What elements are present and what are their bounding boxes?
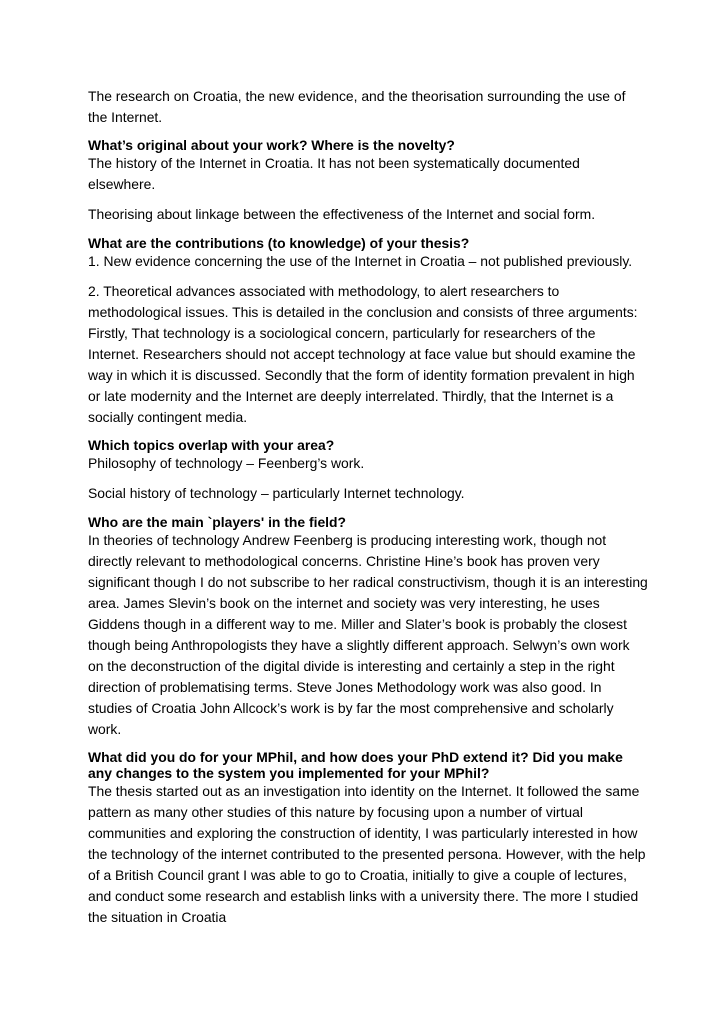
answer-text: The history of the Internet in Croatia. It has not been systematically documented elsewhere. — [88, 155, 580, 192]
answer-text: In theories of technology Andrew Feenberg is producing interesting work, though not directly relevant to methodological concerns. Christine Hine’s book has proven very significant though I do not subscribe to her radical constructivism, though it is an interesting area. James Slevin’s book on the internet and society was very interesting, he uses Giddens though in a different way to me. Miller and Slater’s book is probably the closest though being Anthropologists they have a slightly different approach. Selwyn’s own work on the deconstruction of the digital divide is interesting and certainly a step in the right direction of problematising terms. Steve Jones Methodology work was also good. In studies of Croatia John Allcock’s work is by far the most comprehensive and scholarly work. — [88, 532, 648, 737]
answer-text: Philosophy of technology – Feenberg’s work. — [88, 455, 365, 471]
question-heading: What did you do for your MPhil, and how does your PhD extend it? Did you make any changes to the system you implemented for your MPhil? — [88, 749, 623, 781]
section-mphil — [88, 749, 648, 928]
paragraph-social-history: Social history of technology – particularly Internet technology. — [88, 485, 465, 501]
question-heading: What are the contributions (to knowledge) of your thesis? — [88, 235, 470, 251]
document-page — [88, 86, 648, 937]
paragraph-theorising: Theorising about linkage between the effectiveness of the Internet and social form. — [88, 206, 596, 222]
question-heading: What’s original about your work? Where is the novelty? — [88, 137, 455, 153]
section-overlap-topics — [88, 437, 648, 474]
section-contributions — [88, 235, 648, 272]
section-main-players — [88, 514, 648, 740]
question-heading: Which topics overlap with your area? — [88, 437, 335, 453]
question-heading: Who are the main `players' in the field? — [88, 514, 347, 530]
paragraph-theoretical-advances: 2. Theoretical advances associated with methodology, to alert researchers to methodological issues. This is detailed in the conclusion and consists of three arguments: Firstly, That technology is a sociological concern, particularly for researchers of the Internet. Researchers should not accept technology at face value but should examine the way in which it is discussed. Secondly that the form of identity formation prevalent in high or late modernity and the Internet are deeply interrelated. Thirdly, that the Internet is a socially contingent media. — [88, 283, 638, 425]
section-originality — [88, 137, 648, 195]
answer-text: The thesis started out as an investigation into identity on the Internet. It followed the same pattern as many other studies of this nature by focusing upon a number of virtual communities and exploring the construction of identity, I was particularly interested in how the technology of the internet contributed to the presented persona. However, with the help of a British Council grant I was able to go to Croatia, initially to give a couple of lectures, and conduct some research and establish links with a university there. The more I studied the situation in Croatia — [88, 783, 646, 925]
answer-text: 1. New evidence concerning the use of the Internet in Croatia – not published previously. — [88, 253, 633, 269]
intro-paragraph: The research on Croatia, the new evidence, and the theorisation surrounding the use of the Internet. — [88, 88, 626, 125]
